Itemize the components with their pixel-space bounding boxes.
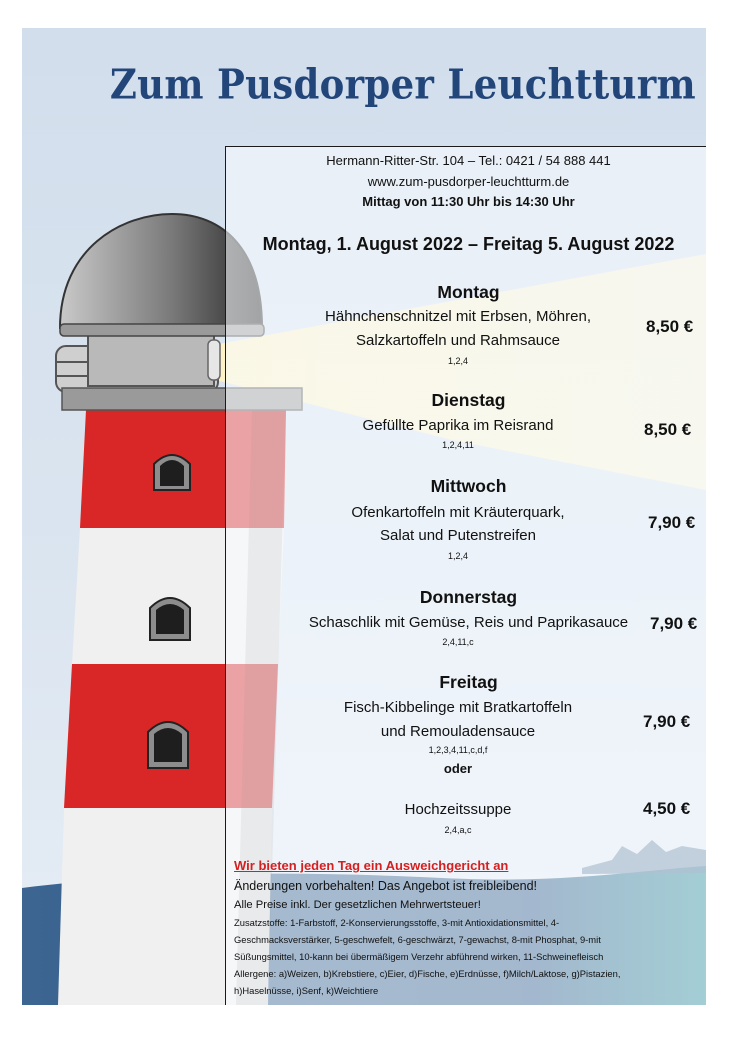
day-heading-thursday: Donnerstag [419, 587, 518, 607]
price-tuesday: 8,50 € [644, 420, 692, 439]
allergen-codes-alternative: 2,4,a,c [444, 825, 472, 835]
dish-line-wednesday-2: Salat und Putenstreifen [380, 527, 536, 544]
weekly-menu-card [225, 146, 706, 1005]
allergens-line-2: h)Haselnüsse, i)Senf, k)Weichtiere [234, 985, 379, 996]
tower-window-2 [150, 598, 190, 640]
dish-line-wednesday-1: Ofenkartoffeln mit Kräuterquark, [351, 504, 565, 521]
website-line: www.zum-pusdorper-leuchtturm.de [367, 174, 570, 189]
dish-line-friday-2: und Remouladensauce [380, 723, 536, 740]
menu-poster [22, 28, 706, 1005]
restaurant-title: Zum Pusdorper Leuchtturm [109, 59, 696, 109]
opening-hours: Mittag von 11:30 Uhr bis 14:30 Uhr [362, 194, 575, 209]
vat-note: Alle Preise inkl. Der gesetzlichen Mehrwertsteuer! [234, 899, 481, 911]
address-line: Hermann-Ritter-Str. 104 – Tel.: 0421 / 54 888 441 [326, 153, 611, 168]
allergen-codes-wednesday: 1,2,4 [447, 551, 469, 561]
additives-line-3: Süßungsmittel, 10-kann bei übermäßigem Verzehr abführend wirken, 11-Schweinefleisch [234, 951, 604, 962]
dish-line-monday-2: Salzkartoffeln und Rahmsauce [355, 332, 560, 349]
allergen-codes-monday: 1,2,4 [447, 356, 469, 366]
changes-note: Änderungen vorbehalten! Das Angebot ist freibleibend! [234, 879, 537, 893]
dish-line-friday-1: Fisch-Kibbelinge mit Bratkartoffeln [343, 699, 573, 716]
price-friday: 7,90 € [643, 712, 691, 731]
allergen-codes-tuesday: 1,2,4,11 [442, 440, 474, 450]
tower-window-3 [148, 722, 188, 768]
price-monday: 8,50 € [646, 317, 694, 336]
day-heading-friday: Freitag [439, 672, 498, 692]
additives-line-2: Geschmacksverstärker, 5-geschwefelt, 6-geschwärzt, 7-gewachst, 8-mit Phosphat, 9-mit [234, 934, 601, 945]
dish-line-thursday-1: Schaschlik mit Gemüse, Reis und Paprikasauce [308, 614, 629, 631]
week-range: Montag, 1. August 2022 – Freitag 5. August 2022 [262, 234, 675, 254]
price-thursday: 7,90 € [650, 614, 698, 633]
daily-alternative-notice: Wir bieten jeden Tag ein Ausweichgericht an [234, 858, 509, 873]
alternative-dish: Hochzeitssuppe [404, 801, 512, 818]
additives-line-1: Zusatzstoffe: 1-Farbstoff, 2-Konservierungsstoffe, 3-mit Antioxidationsmittel, 4- [234, 917, 560, 928]
dish-line-monday-1: Hähnchenschnitzel mit Erbsen, Möhren, [325, 308, 591, 325]
price-alternative: 4,50 € [643, 799, 691, 818]
tower-window-1 [154, 455, 190, 490]
allergens-line-1: Allergene: a)Weizen, b)Krebstiere, c)Eier, d)Fische, e)Erdnüsse, f)Milch/Laktose, g)Pistazien, [234, 968, 621, 979]
dish-line-tuesday-1: Gefüllte Paprika im Reisrand [362, 417, 554, 434]
allergen-codes-thursday: 2,4,11,c [442, 637, 474, 647]
day-heading-wednesday: Mittwoch [430, 476, 507, 496]
price-wednesday: 7,90 € [648, 513, 696, 532]
allergen-codes-friday: 1,2,3,4,11,c,d,f [428, 745, 488, 755]
or-separator: oder [443, 761, 473, 776]
day-heading-tuesday: Dienstag [431, 390, 506, 410]
day-heading-monday: Montag [437, 282, 500, 302]
